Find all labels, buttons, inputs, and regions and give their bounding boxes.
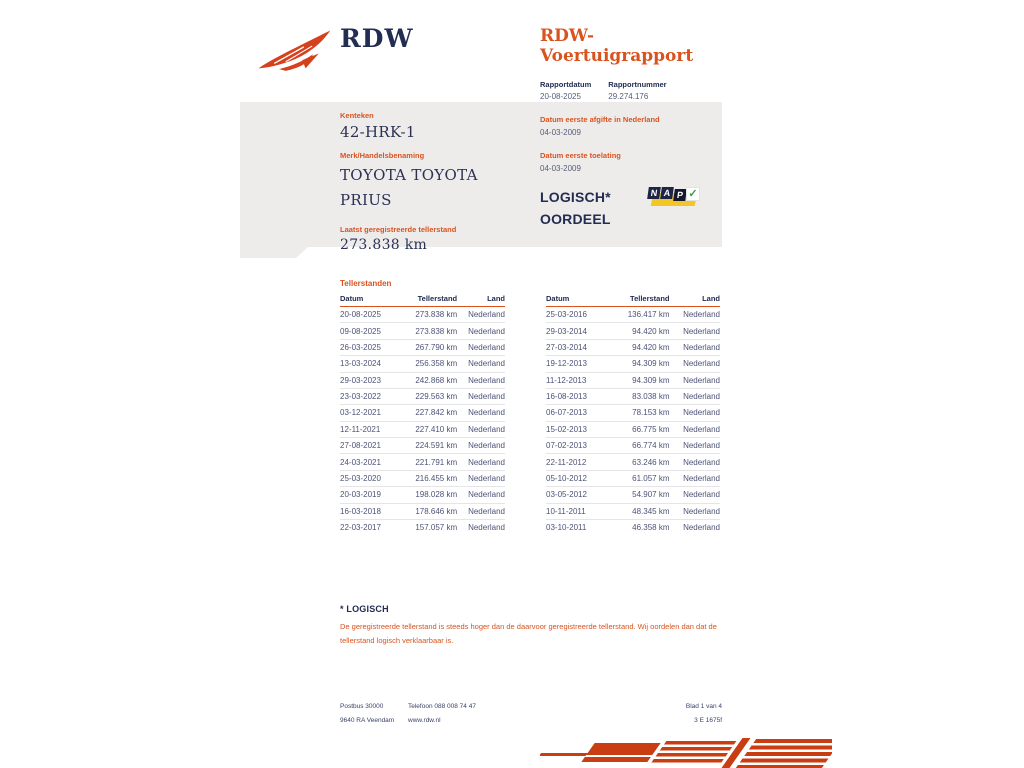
land-cell: Nederland <box>457 503 505 519</box>
land-cell: Nederland <box>670 519 720 535</box>
report-date-value: 20-08-2025 <box>540 92 581 101</box>
kenteken-value: 42-HRK-1 <box>340 123 416 141</box>
nap-logo <box>648 185 700 209</box>
tellerstand-cell: 198.028 km <box>403 487 457 503</box>
table-row <box>546 487 720 503</box>
table-row <box>340 388 505 404</box>
land-cell: Nederland <box>457 519 505 535</box>
datum-cell: 20-03-2019 <box>340 487 403 503</box>
table-row <box>340 519 505 535</box>
table-row <box>340 470 505 486</box>
col-header-land: Land <box>457 294 505 307</box>
tellerstand-cell: 221.791 km <box>403 454 457 470</box>
tellerstand-cell: 242.868 km <box>403 372 457 388</box>
land-cell: Nederland <box>670 421 720 437</box>
table-row <box>546 323 720 339</box>
watermark-stripes <box>650 741 737 765</box>
land-cell: Nederland <box>670 339 720 355</box>
tellerstand-cell: 256.358 km <box>403 356 457 372</box>
tellerstanden-section <box>340 279 722 535</box>
col-header-tellerstand: Tellerstand <box>403 294 457 307</box>
land-cell: Nederland <box>683 310 720 320</box>
logisch-footnote <box>340 604 735 649</box>
land-cell: Nederland <box>457 487 505 503</box>
tellerstanden-table-right <box>546 294 720 535</box>
table-row <box>340 323 505 339</box>
vehicle-info-right <box>540 115 722 230</box>
datum-cell: 27-08-2021 <box>340 438 403 454</box>
report-date-label: Rapportdatum <box>540 80 592 89</box>
land-cell: Nederland <box>457 323 505 339</box>
datum-cell: 27-03-2014 <box>546 339 612 355</box>
datum-cell: 10-11-2011 <box>546 503 612 519</box>
rdw-wing-watermark <box>540 738 832 768</box>
nap-checkmark-icon: ✓ <box>688 188 698 200</box>
datum-cell: 06-07-2013 <box>546 405 612 421</box>
land-cell: Nederland <box>670 356 720 372</box>
table-row <box>546 388 720 404</box>
table-row <box>546 405 720 421</box>
datum-cell: 15-02-2013 <box>546 421 612 437</box>
land-cell: Nederland <box>457 421 505 437</box>
datum-cell: 09-08-2025 <box>340 323 403 339</box>
watermark-stripe <box>540 753 591 756</box>
tellerstand-cell: 157.057 km <box>403 519 457 535</box>
tellerstand-cell: 94.420 km <box>612 323 669 339</box>
footer-page-number: Blad 1 van 4 <box>685 703 722 710</box>
datum-cell: 16-03-2018 <box>340 503 403 519</box>
datum-cell: 23-03-2022 <box>340 388 403 404</box>
afgifte-label: Datum eerste afgifte in Nederland <box>540 115 660 124</box>
datum-cell: 03-12-2021 <box>340 405 403 421</box>
vehicle-info-box <box>240 102 722 253</box>
table-row <box>546 372 720 388</box>
datum-cell: 25-03-2016 <box>546 310 587 320</box>
tellerstand-cell: 66.774 km <box>612 438 669 454</box>
datum-cell: 03-10-2011 <box>546 519 612 535</box>
col-header-datum: Datum <box>340 294 403 307</box>
report-header <box>540 26 730 101</box>
land-cell: Nederland <box>457 372 505 388</box>
table-row <box>546 339 720 355</box>
footer-phone: Telefoon 088 008 74 47 <box>408 703 476 710</box>
footer-page-info <box>686 700 722 728</box>
tellerstand-value: 273.838 km <box>340 236 428 253</box>
nap-letter-n: N <box>647 187 661 199</box>
tellerstand-cell: 66.775 km <box>612 421 669 437</box>
footer-website-link[interactable]: www.rdw.nl <box>408 717 441 724</box>
table-row <box>546 421 720 437</box>
table-row <box>340 421 505 437</box>
datum-cell: 05-10-2012 <box>546 470 612 486</box>
datum-cell: 24-03-2021 <box>340 454 403 470</box>
table-row <box>340 454 505 470</box>
table-header-row <box>546 294 720 307</box>
tellerstand-cell: 94.309 km <box>612 372 669 388</box>
tellerstand-cell: 267.790 km <box>403 339 457 355</box>
datum-cell: 11-12-2013 <box>546 372 612 388</box>
tellerstand-cell: 229.563 km <box>403 388 457 404</box>
rdw-logo <box>256 24 414 74</box>
nap-letter-a: A <box>660 187 674 199</box>
tellerstand-cell: 48.345 km <box>612 503 669 519</box>
nap-letter-p: P <box>673 189 687 201</box>
land-cell: Nederland <box>457 356 505 372</box>
datum-cell: 26-03-2025 <box>340 339 403 355</box>
table-row <box>340 438 505 454</box>
report-number-value: 29.274.176 <box>608 92 649 101</box>
table-row <box>546 356 720 372</box>
tellerstand-cell: 136.417 km <box>627 310 670 320</box>
tellerstand-cell: 78.153 km <box>612 405 669 421</box>
datum-cell: 22-03-2017 <box>340 519 403 535</box>
tellerstand-cell: 46.358 km <box>612 519 669 535</box>
rdw-logo-text: RDW <box>340 24 414 53</box>
table-row <box>340 503 505 519</box>
land-cell: Nederland <box>670 388 720 404</box>
land-cell: Nederland <box>670 470 720 486</box>
tellerstand-cell: 227.842 km <box>403 405 457 421</box>
datum-cell: 29-03-2023 <box>340 372 403 388</box>
merk-label: Merk/Handelsbenaming <box>340 151 425 160</box>
watermark-stripes <box>736 739 832 768</box>
datum-cell: 22-11-2012 <box>546 454 612 470</box>
land-cell: Nederland <box>670 372 720 388</box>
land-cell: Nederland <box>670 503 720 519</box>
merk-value: TOYOTA TOYOTA PRIUS <box>340 166 478 209</box>
tellerstand-cell: 216.455 km <box>403 470 457 486</box>
table-row <box>546 503 720 519</box>
toelating-label: Datum eerste toelating <box>540 151 621 160</box>
tellerstanden-title: Tellerstanden <box>340 279 392 288</box>
land-cell: Nederland <box>670 454 720 470</box>
footnote-text: De geregistreerde tellerstand is steeds hoger dan de daarvoor geregistreerde tellerstand. Wij oordelen dan dat de tellerstand logisch verklaarbaar is. <box>340 622 717 646</box>
col-header-land: Land <box>670 294 720 307</box>
table-row <box>340 405 505 421</box>
tellerstand-label: Laatst geregistreerde tellerstand <box>340 224 457 234</box>
tellerstand-cell: 273.838 km <box>403 323 457 339</box>
table-row <box>546 307 720 323</box>
col-header-datum: Datum <box>546 294 612 307</box>
col-header-tellerstand: Tellerstand <box>612 294 669 307</box>
table-row <box>340 339 505 355</box>
kenteken-label: Kenteken <box>340 111 374 120</box>
table-row <box>546 438 720 454</box>
toelating-value: 04-03-2009 <box>540 164 581 173</box>
report-meta <box>540 80 730 101</box>
footer-address-line2: 9640 RA Veendam <box>340 717 395 724</box>
tellerstanden-table-left <box>340 294 505 535</box>
table-row <box>546 519 720 535</box>
report-date-block <box>540 80 591 101</box>
datum-cell: 13-03-2024 <box>340 356 403 372</box>
afgifte-value: 04-03-2009 <box>540 128 581 137</box>
tellerstand-cell: 178.646 km <box>403 503 457 519</box>
tellerstand-cell: 94.309 km <box>612 356 669 372</box>
footer-contact <box>408 700 686 728</box>
land-cell: Nederland <box>457 339 505 355</box>
datum-cell: 29-03-2014 <box>546 323 612 339</box>
watermark-block <box>581 743 660 762</box>
tellerstand-cell: 83.038 km <box>612 388 669 404</box>
table-header-row <box>340 294 505 307</box>
table-row <box>340 307 505 323</box>
report-number-block <box>608 80 666 101</box>
report-number-label: Rapportnummer <box>608 80 667 89</box>
tellerstand-cell: 227.410 km <box>403 421 457 437</box>
datum-cell: 03-05-2012 <box>546 487 612 503</box>
datum-cell: 16-08-2013 <box>546 388 612 404</box>
datum-cell: 19-12-2013 <box>546 356 612 372</box>
page-footer <box>340 700 722 728</box>
land-cell: Nederland <box>468 310 505 320</box>
table-row <box>340 487 505 503</box>
table-row <box>340 356 505 372</box>
datum-cell: 12-11-2021 <box>340 421 403 437</box>
oordeel-line2: OORDEEL <box>540 210 611 227</box>
land-cell: Nederland <box>457 438 505 454</box>
table-row <box>546 454 720 470</box>
land-cell: Nederland <box>457 454 505 470</box>
table-row <box>340 372 505 388</box>
datum-cell: 25-03-2020 <box>340 470 403 486</box>
footer-form-code: 3 E 1675f <box>694 717 722 724</box>
vehicle-info-left <box>340 111 505 253</box>
page-title: RDW-Voertuigrapport <box>540 26 694 66</box>
footer-address <box>340 700 408 728</box>
tellerstand-cell: 54.907 km <box>612 487 669 503</box>
tellerstand-cell: 61.057 km <box>612 470 669 486</box>
oordeel-line1: LOGISCH* <box>540 189 611 205</box>
land-cell: Nederland <box>457 388 505 404</box>
datum-cell: 07-02-2013 <box>546 438 612 454</box>
land-cell: Nederland <box>670 487 720 503</box>
tellerstand-cell: 94.420 km <box>612 339 669 355</box>
tellerstand-cell: 63.246 km <box>612 454 669 470</box>
footer-address-line1: Postbus 30000 <box>340 703 384 710</box>
land-cell: Nederland <box>457 405 505 421</box>
datum-cell: 20-08-2025 <box>340 310 381 320</box>
footnote-title: * LOGISCH <box>340 604 389 614</box>
land-cell: Nederland <box>670 323 720 339</box>
land-cell: Nederland <box>670 405 720 421</box>
land-cell: Nederland <box>457 470 505 486</box>
land-cell: Nederland <box>670 438 720 454</box>
tellerstand-cell: 273.838 km <box>415 310 458 320</box>
rdw-wing-icon <box>256 28 332 74</box>
tellerstand-cell: 224.591 km <box>403 438 457 454</box>
table-row <box>546 470 720 486</box>
